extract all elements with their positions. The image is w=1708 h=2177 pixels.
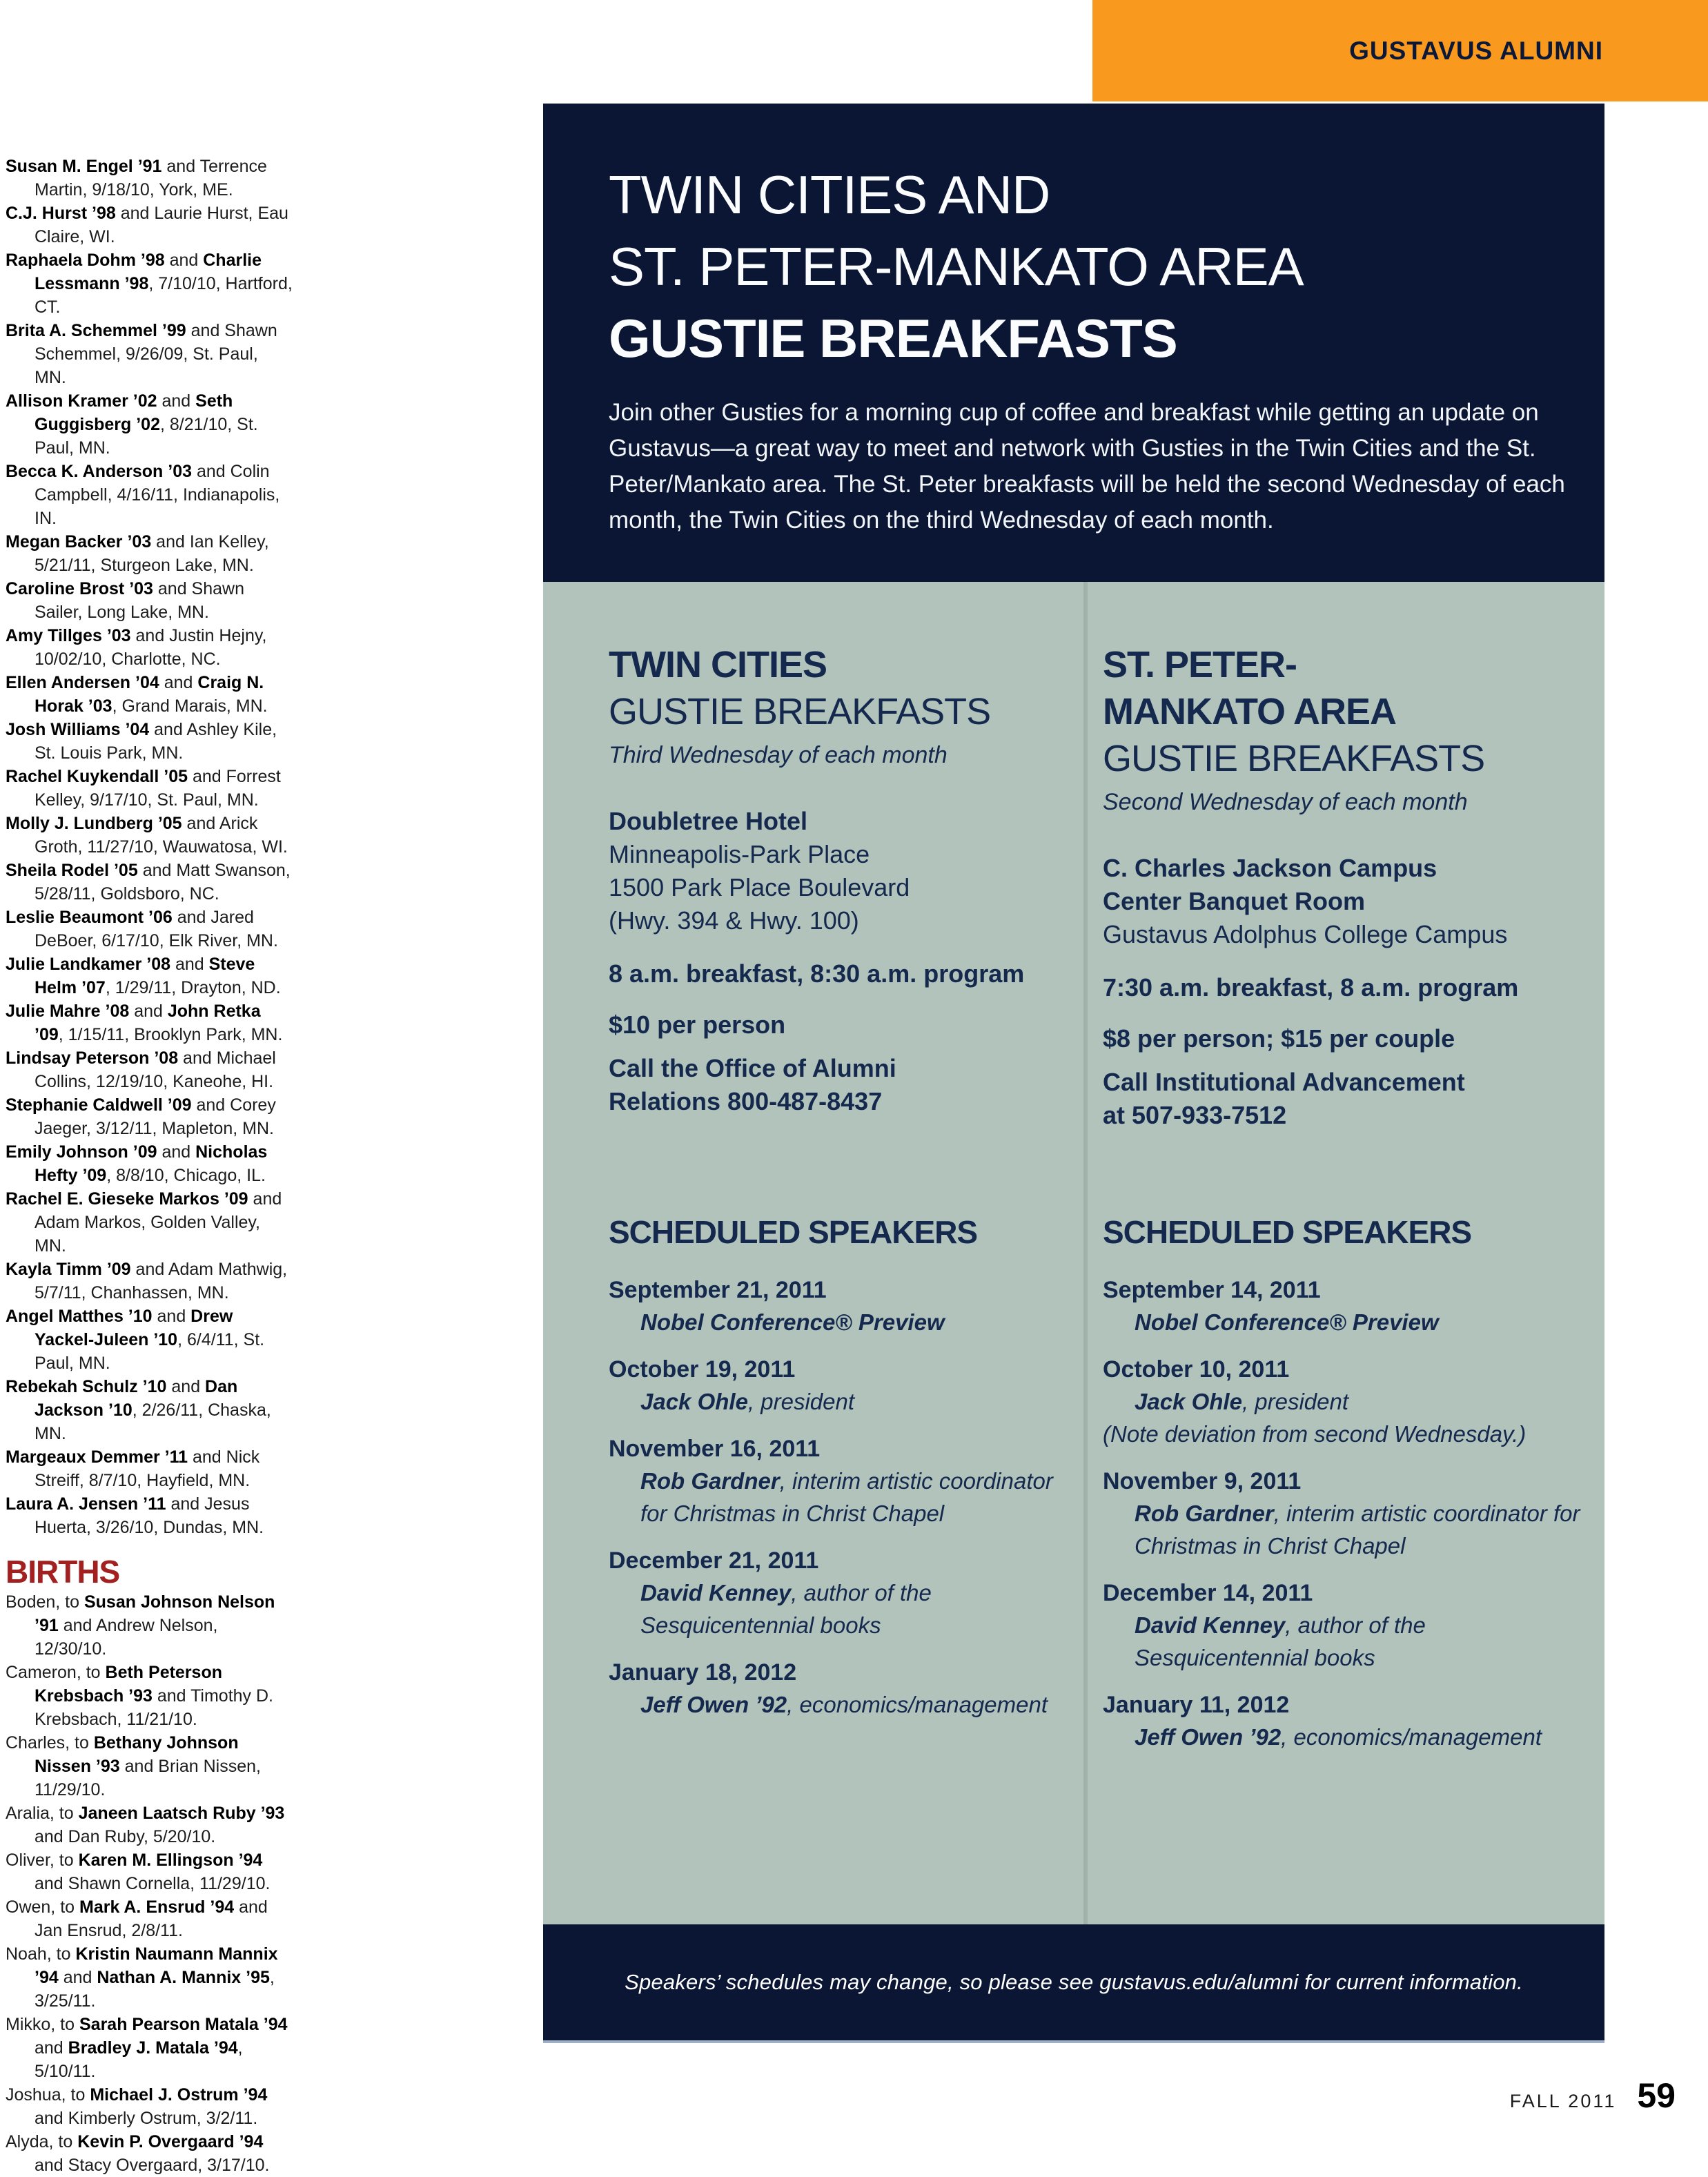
- marriage-entry: Raphaela Dohm ’98 and Charlie Lessmann ’98, 7/10/10, Hartford, CT.: [6, 251, 293, 317]
- birth-entry: Oliver, to Karen M. Ellingson ’94 and Shawn Cornella, 11/29/10.: [6, 1851, 271, 1893]
- speaker-date: September 14, 2011: [1103, 1277, 1321, 1303]
- feature-title-line: ST. PETER-MANKATO AREA: [609, 236, 1304, 297]
- speaker-date: November 9, 2011: [1103, 1468, 1302, 1494]
- contact-line: Relations 800-487-8437: [609, 1087, 883, 1115]
- marriage-entry: Allison Kramer ’02 and Seth Guggisberg ’02, 8/21/10, St. Paul, MN.: [6, 391, 258, 458]
- births-section: [6, 1590, 294, 2177]
- marriage-entry: Laura A. Jensen ’11 and Jesus Huerta, 3/26/10, Dundas, MN.: [6, 1494, 264, 1537]
- birth-entry: Cameron, to Beth Peterson Krebsbach ’93 and Timothy D. Krebsbach, 11/21/10.: [6, 1663, 273, 1729]
- st-peter-heading: MANKATO AREA: [1103, 691, 1396, 732]
- twin-cities-speakers: [609, 1213, 1064, 1736]
- marriage-entry: Rachel Kuykendall ’05 and Forrest Kelley, 9/17/10, St. Paul, MN.: [6, 767, 281, 810]
- twin-cities-column: [609, 641, 1050, 1118]
- speaker-description: Nobel Conference® Preview: [1135, 1309, 1439, 1335]
- venue-name: Center Banquet Room: [1103, 887, 1366, 915]
- twin-cities-contact: [609, 1052, 1050, 1118]
- st-peter-time: 7:30 a.m. breakfast, 8 a.m. program: [1103, 973, 1519, 1002]
- st-peter-heading: ST. PETER-: [1103, 644, 1297, 685]
- page-number: 59: [1637, 2076, 1676, 2115]
- speaker-date: October 19, 2011: [609, 1356, 796, 1383]
- marriage-entry: Rachel E. Gieseke Markos ’09 and Adam Markos, Golden Valley, MN.: [6, 1189, 282, 1256]
- marriage-entry: Josh Williams ’04 and Ashley Kile, St. Louis Park, MN.: [6, 720, 277, 763]
- speaker-entry: [1103, 1577, 1586, 1674]
- marriage-entry: Sheila Rodel ’05 and Matt Swanson, 5/28/11, Goldsboro, NC.: [6, 861, 291, 904]
- marriages-section: [6, 155, 294, 1539]
- birth-entry: Owen, to Mark A. Ensrud ’94 and Jan Ensrud, 2/8/11.: [6, 1897, 268, 1940]
- speaker-date: September 21, 2011: [609, 1277, 827, 1303]
- speaker-entry: [1103, 1465, 1586, 1562]
- feature-intro: Join other Gusties for a morning cup of coffee and breakfast while getting an update on Gustavus—a great way to meet and network with Gusties in the Twin Cities and the St. Peter/Mankato area. The St. Peter breakfasts will be held the second Wednesday of each month, the Twin Cities on the third Wednesday of each month.: [609, 399, 1565, 534]
- marriage-entry: Ellen Andersen ’04 and Craig N. Horak ’03, Grand Marais, MN.: [6, 673, 268, 716]
- twin-cities-time: 8 a.m. breakfast, 8:30 a.m. program: [609, 959, 1025, 988]
- venue-line: Minneapolis-Park Place: [609, 840, 870, 868]
- speaker-description: Jack Ohle, president: [640, 1389, 855, 1414]
- birth-entry: Aralia, to Janeen Laatsch Ruby ’93 and Dan Ruby, 5/20/10.: [6, 1804, 285, 1846]
- venue-name: C. Charles Jackson Campus: [1103, 854, 1437, 882]
- births-heading: BIRTHS: [6, 1554, 120, 1590]
- st-peter-speakers: [1103, 1213, 1586, 1768]
- speaker-description: David Kenney, author of the Sesquicentennial books: [1135, 1612, 1426, 1670]
- marriage-entry: Emily Johnson ’09 and Nicholas Hefty ’09, 8/8/10, Chicago, IL.: [6, 1142, 268, 1185]
- st-peter-venue: [1103, 852, 1572, 951]
- marriage-entry: Caroline Brost ’03 and Shawn Sailer, Long Lake, MN.: [6, 579, 244, 622]
- marriage-entry: Julie Mahre ’08 and John Retka ’09, 1/15/11, Brooklyn Park, MN.: [6, 1002, 283, 1044]
- birth-entry: Noah, to Kristin Naumann Mannix ’94 and Nathan A. Mannix ’95, 3/25/11.: [6, 1944, 278, 2011]
- marriage-entry: Angel Matthes ’10 and Drew Yackel-Juleen ’10, 6/4/11, St. Paul, MN.: [6, 1307, 265, 1373]
- speaker-entry: [609, 1274, 1064, 1338]
- twin-cities-schedule-note: Third Wednesday of each month: [609, 742, 948, 768]
- birth-entry: Joshua, to Michael J. Ostrum ’94 and Kimberly Ostrum, 3/2/11.: [6, 2085, 268, 2128]
- contact-line: Call the Office of Alumni: [609, 1054, 896, 1082]
- panel-divider: [1083, 582, 1088, 1924]
- page-footer: [1510, 2076, 1676, 2116]
- marriage-entry: Amy Tillges ’03 and Justin Hejny, 10/02/10, Charlotte, NC.: [6, 626, 267, 669]
- alumni-header-label: GUSTAVUS ALUMNI: [1349, 36, 1603, 65]
- speaker-note: (Note deviation from second Wednesday.): [1103, 1421, 1527, 1447]
- speaker-description: David Kenney, author of the Sesquicentennial books: [640, 1580, 932, 1638]
- birth-entry: Boden, to Susan Johnson Nelson ’91 and Andrew Nelson, 12/30/10.: [6, 1592, 275, 1659]
- marriage-entry: Stephanie Caldwell ’09 and Corey Jaeger, 3/12/11, Mapleton, MN.: [6, 1095, 276, 1138]
- contact-line: at 507-933-7512: [1103, 1101, 1287, 1129]
- speaker-entry: [1103, 1274, 1586, 1338]
- twin-cities-subtitle: GUSTIE BREAKFASTS: [609, 691, 991, 732]
- marriage-entry: Molly J. Lundberg ’05 and Arick Groth, 11/27/10, Wauwatosa, WI.: [6, 814, 288, 857]
- speaker-description: Jack Ohle, president: [1135, 1389, 1349, 1414]
- marriage-entry: Julie Landkamer ’08 and Steve Helm ’07, 1/29/11, Drayton, ND.: [6, 955, 281, 997]
- speaker-entry: [609, 1354, 1064, 1418]
- venue-line: 1500 Park Place Boulevard: [609, 873, 910, 901]
- speaker-date: December 14, 2011: [1103, 1580, 1313, 1606]
- speaker-date: January 11, 2012: [1103, 1692, 1290, 1718]
- footer-note-bar: [543, 1924, 1604, 2043]
- st-peter-schedule-note: Second Wednesday of each month: [1103, 789, 1468, 815]
- marriage-entry: Brita A. Schemmel ’99 and Shawn Schemmel, 9/26/09, St. Paul, MN.: [6, 321, 277, 387]
- twin-cities-price: $10 per person: [609, 1011, 786, 1039]
- marriage-entry: Megan Backer ’03 and Ian Kelley, 5/21/11, Sturgeon Lake, MN.: [6, 532, 269, 575]
- speaker-entry: [609, 1433, 1064, 1530]
- birth-entry: Mikko, to Sarah Pearson Matala ’94 and Bradley J. Matala ’94, 5/10/11.: [6, 2015, 288, 2081]
- st-peter-subtitle: GUSTIE BREAKFASTS: [1103, 738, 1485, 779]
- speakers-list: [1103, 1274, 1586, 1753]
- marriage-entry: C.J. Hurst ’98 and Laurie Hurst, Eau Claire, WI.: [6, 204, 288, 246]
- venue-line: (Hwy. 394 & Hwy. 100): [609, 906, 859, 935]
- speaker-date: November 16, 2011: [609, 1436, 821, 1462]
- speaker-date: October 10, 2011: [1103, 1356, 1290, 1383]
- marriage-entry: Rebekah Schulz ’10 and Dan Jackson ’10, 2/26/11, Chaska, MN.: [6, 1377, 271, 1443]
- venue-line: Gustavus Adolphus College Campus: [1103, 920, 1508, 948]
- marriage-entry: Leslie Beaumont ’06 and Jared DeBoer, 6/17/10, Elk River, MN.: [6, 908, 278, 950]
- feature-title-line: TWIN CITIES AND: [609, 164, 1050, 225]
- speaker-entry: [1103, 1354, 1586, 1450]
- alumni-header-bar: [1092, 0, 1708, 101]
- marriage-entry: Susan M. Engel ’91 and Terrence Martin, 9/18/10, York, ME.: [6, 157, 267, 199]
- scheduled-speakers-heading: SCHEDULED SPEAKERS: [1103, 1214, 1472, 1250]
- speakers-list: [609, 1274, 1064, 1721]
- birth-entry: Charles, to Bethany Johnson Nissen ’93 and Brian Nissen, 11/29/10.: [6, 1733, 261, 1799]
- speaker-entry: [1103, 1689, 1586, 1753]
- birth-entry: Alyda, to Kevin P. Overgaard ’94 and Stacy Overgaard, 3/17/10.: [6, 2132, 270, 2175]
- breakfasts-panel: [543, 582, 1604, 1924]
- speaker-date: December 21, 2011: [609, 1548, 819, 1574]
- speaker-description: Jeff Owen ’92, economics/management: [1135, 1724, 1542, 1750]
- feature-title-line: GUSTIE BREAKFASTS: [609, 308, 1177, 369]
- contact-line: Call Institutional Advancement: [1103, 1068, 1465, 1096]
- speaker-description: Rob Gardner, interim artistic coordinator for Christmas in Christ Chapel: [640, 1468, 1053, 1526]
- st-peter-contact: [1103, 1066, 1572, 1132]
- speaker-description: Nobel Conference® Preview: [640, 1309, 945, 1335]
- footer-note: Speakers’ schedules may change, so please see gustavus.edu/alumni for current information.: [625, 1970, 1523, 1994]
- speaker-entry: [609, 1657, 1064, 1721]
- speaker-entry: [609, 1545, 1064, 1641]
- marriage-entry: Becca K. Anderson ’03 and Colin Campbell, 4/16/11, Indianapolis, IN.: [6, 462, 280, 528]
- venue-name: Doubletree Hotel: [609, 807, 808, 835]
- speaker-description: Jeff Owen ’92, economics/management: [640, 1692, 1048, 1717]
- speaker-description: Rob Gardner, interim artistic coordinator for Christmas in Christ Chapel: [1135, 1501, 1580, 1559]
- st-peter-price: $8 per person; $15 per couple: [1103, 1024, 1455, 1053]
- feature-panel: [543, 104, 1604, 582]
- issue-label: FALL 2011: [1509, 2091, 1617, 2111]
- marriage-entry: Lindsay Peterson ’08 and Michael Collins, 12/19/10, Kaneohe, HI.: [6, 1048, 276, 1091]
- st-peter-column: [1103, 641, 1572, 1132]
- speaker-date: January 18, 2012: [609, 1659, 797, 1686]
- scheduled-speakers-heading: SCHEDULED SPEAKERS: [609, 1214, 978, 1250]
- twin-cities-venue: [609, 805, 1050, 937]
- marriage-entry: Kayla Timm ’09 and Adam Mathwig, 5/7/11, Chanhassen, MN.: [6, 1260, 288, 1302]
- class-notes-column: [6, 155, 294, 2177]
- marriage-entry: Margeaux Demmer ’11 and Nick Streiff, 8/7/10, Hayfield, MN.: [6, 1447, 260, 1490]
- twin-cities-heading: TWIN CITIES: [609, 644, 827, 685]
